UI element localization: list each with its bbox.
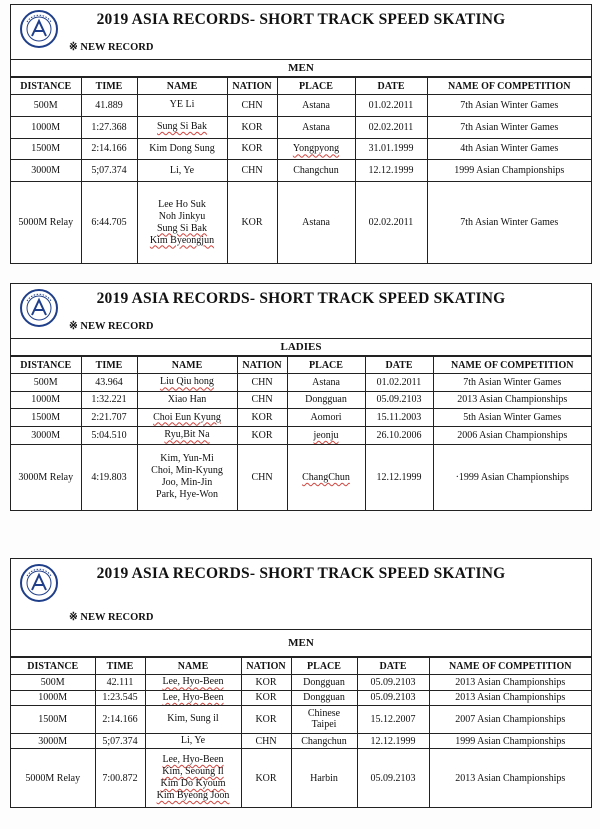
date-cell xyxy=(365,426,433,444)
time-cell xyxy=(81,444,137,510)
nation-cell xyxy=(237,444,287,510)
competition-cell xyxy=(429,706,591,734)
time-cell xyxy=(81,409,137,427)
distance-cell xyxy=(11,182,81,263)
cell-line: Dongguan xyxy=(303,676,345,688)
cell-line: Lee, Hyo-Been xyxy=(162,676,224,688)
column-header-date: DATE xyxy=(365,357,433,374)
competition-cell xyxy=(433,391,591,409)
cell-line: 1:27.368 xyxy=(91,121,127,133)
distance-cell xyxy=(11,733,95,749)
cell-line: Kim, Yun-Mi xyxy=(160,453,214,465)
place-cell xyxy=(277,138,355,160)
nation-cell xyxy=(227,138,277,160)
name-cell xyxy=(137,409,237,427)
nation-cell xyxy=(227,160,277,182)
cell-line: Ryu,Bit Na xyxy=(164,429,210,441)
date-cell xyxy=(357,706,429,734)
competition-cell xyxy=(429,749,591,807)
name-cell xyxy=(145,749,241,807)
nation-cell xyxy=(237,374,287,392)
cell-line: 05.09.2103 xyxy=(370,772,416,784)
cell-line: Noh Jinkyu xyxy=(158,210,206,222)
place-cell xyxy=(287,374,365,392)
section-label: LADIES xyxy=(11,339,591,356)
column-header-nation: NATION xyxy=(227,78,277,95)
place-cell xyxy=(287,409,365,427)
name-cell xyxy=(137,138,227,160)
cell-line: 5:04.510 xyxy=(91,429,127,441)
cell-line: 12.12.1999 xyxy=(368,165,414,177)
column-header-place: PLACE xyxy=(277,78,355,95)
header-row xyxy=(11,78,591,95)
competition-cell xyxy=(429,733,591,749)
table-row xyxy=(11,733,591,749)
records-table xyxy=(11,657,591,807)
cell-line: KOR xyxy=(241,121,263,133)
section-label: MEN xyxy=(11,60,591,77)
nation-cell xyxy=(241,749,291,807)
cell-line: CHN xyxy=(255,735,277,747)
cell-line: 500M xyxy=(33,99,58,111)
place-cell xyxy=(277,95,355,117)
cell-line: CHN xyxy=(251,394,273,406)
time-cell xyxy=(95,690,145,706)
name-cell xyxy=(137,160,227,182)
cell-line: 2013 Asian Championships xyxy=(455,676,566,688)
date-cell xyxy=(365,409,433,427)
name-cell xyxy=(137,444,237,510)
table-row xyxy=(11,426,591,444)
cell-line: Choi Eun Kyung xyxy=(153,411,221,423)
date-cell xyxy=(365,391,433,409)
competition-cell xyxy=(433,409,591,427)
place-cell xyxy=(291,675,357,691)
distance-cell xyxy=(11,426,81,444)
cell-line: Kim, Sung il xyxy=(167,713,219,725)
cell-line: Li, Ye xyxy=(169,164,195,176)
cell-line: KOR xyxy=(251,412,273,424)
new-record-note: ※ NEW RECORD xyxy=(69,612,154,623)
cell-line: KOR xyxy=(255,676,277,688)
cell-line: 15.12.2007 xyxy=(370,713,416,725)
column-header-name: NAME xyxy=(145,658,241,675)
cell-line: 05.09.2103 xyxy=(370,676,416,688)
cell-line: Xiao Han xyxy=(167,393,207,405)
distance-cell xyxy=(11,706,95,734)
column-header-distance: DISTANCE xyxy=(11,78,81,95)
cell-line: 2006 Asian Championships xyxy=(457,429,568,441)
name-cell xyxy=(137,116,227,138)
column-header-competition: NAME OF COMPETITION xyxy=(427,78,591,95)
cell-line: Joo, Min-Jin xyxy=(161,477,213,489)
cell-line: Kim Byeongjun xyxy=(149,234,215,246)
column-header-name: NAME xyxy=(137,78,227,95)
cell-line: Taipei xyxy=(311,719,337,731)
cell-line: 43.964 xyxy=(95,376,123,388)
new-record-note: ※ NEW RECORD xyxy=(69,321,154,332)
date-cell xyxy=(355,138,427,160)
cell-line: Kim Dong Sung xyxy=(149,142,215,154)
date-cell xyxy=(357,690,429,706)
cell-line: 15.11.2003 xyxy=(376,412,422,424)
cell-line: CHN xyxy=(241,99,263,111)
cell-line: Astana xyxy=(312,376,340,388)
competition-cell xyxy=(433,444,591,510)
cell-line: 2007 Asian Championships xyxy=(455,713,566,725)
cell-line: 1000M xyxy=(31,121,61,133)
cell-line: 7th Asian Winter Games xyxy=(460,121,559,133)
cell-line: Choi, Min-Kyung xyxy=(151,465,223,477)
page-title: 2019 ASIA RECORDS- SHORT TRACK SPEED SKATING xyxy=(96,565,506,582)
column-header-nation: NATION xyxy=(237,357,287,374)
column-header-distance: DISTANCE xyxy=(11,357,81,374)
date-cell xyxy=(355,95,427,117)
records-table xyxy=(11,77,591,263)
cell-line: 1000M xyxy=(31,394,61,406)
cell-line: 1999 Asian Championships xyxy=(455,735,566,747)
cell-line: 5000M Relay xyxy=(18,217,74,229)
cell-line: Astana xyxy=(302,99,330,111)
place-cell xyxy=(291,706,357,734)
cell-line: 1500M xyxy=(31,412,61,424)
name-cell xyxy=(145,733,241,749)
name-cell xyxy=(145,675,241,691)
column-header-competition: NAME OF COMPETITION xyxy=(433,357,591,374)
date-cell xyxy=(357,675,429,691)
nation-cell xyxy=(241,733,291,749)
sheet-header xyxy=(11,284,591,339)
cell-line: 41.889 xyxy=(95,99,123,111)
cell-line: KOR xyxy=(255,713,277,725)
sheet-header xyxy=(11,5,591,60)
records-table xyxy=(11,356,591,510)
table-row xyxy=(11,138,591,160)
cell-line: Kim, Seoung Il xyxy=(162,766,224,778)
distance-cell xyxy=(11,138,81,160)
nation-cell xyxy=(227,116,277,138)
table-row xyxy=(11,95,591,117)
cell-line: 1999 Asian Championships xyxy=(454,165,565,177)
cell-line: Kim Do Kyoum xyxy=(160,778,226,790)
cell-line: Sung Si Bak xyxy=(156,121,207,133)
cell-line: 5th Asian Winter Games xyxy=(463,412,562,424)
cell-line: Lee, Hyo-Been xyxy=(162,691,224,703)
competition-cell xyxy=(429,690,591,706)
distance-cell xyxy=(11,116,81,138)
page-title: 2019 ASIA RECORDS- SHORT TRACK SPEED SKATING xyxy=(96,290,506,307)
date-cell xyxy=(355,116,427,138)
cell-line: 7th Asian Winter Games xyxy=(463,376,562,388)
cell-line: ·1999 Asian Championships xyxy=(455,471,569,483)
cell-line: 7:00.872 xyxy=(102,772,138,784)
competition-cell xyxy=(427,160,591,182)
column-header-competition: NAME OF COMPETITION xyxy=(429,658,591,675)
place-cell xyxy=(287,444,365,510)
cell-line: 05.09.2103 xyxy=(376,394,422,406)
place-cell xyxy=(277,116,355,138)
distance-cell xyxy=(11,160,81,182)
column-header-distance: DISTANCE xyxy=(11,658,95,675)
cell-line: 2013 Asian Championships xyxy=(455,772,566,784)
cell-line: 500M xyxy=(33,376,58,388)
cell-line: KOR xyxy=(241,217,263,229)
distance-cell xyxy=(11,95,81,117)
distance-cell xyxy=(11,444,81,510)
cell-line: 2013 Asian Championships xyxy=(455,692,566,704)
distance-cell xyxy=(11,749,95,807)
nation-cell xyxy=(241,675,291,691)
place-cell xyxy=(291,690,357,706)
table-row xyxy=(11,182,591,263)
cell-line: Park, Hye-Won xyxy=(156,489,218,501)
distance-cell xyxy=(11,391,81,409)
name-cell xyxy=(137,426,237,444)
cell-line: Lee Ho Suk xyxy=(158,198,206,210)
table-row xyxy=(11,675,591,691)
page-title: 2019 ASIA RECORDS- SHORT TRACK SPEED SKATING xyxy=(96,11,506,28)
column-header-place: PLACE xyxy=(287,357,365,374)
record-sheet-men-1 xyxy=(10,4,592,264)
time-cell xyxy=(81,116,137,138)
cell-line: KOR xyxy=(241,143,263,155)
cell-line: Changchun xyxy=(301,735,347,747)
cell-line: 05.09.2103 xyxy=(370,692,416,704)
cell-line: 3000M xyxy=(31,429,61,441)
cell-line: jeonju xyxy=(313,429,339,441)
cell-line: CHN xyxy=(251,471,273,483)
table-row xyxy=(11,374,591,392)
time-cell xyxy=(95,733,145,749)
column-header-name: NAME xyxy=(137,357,237,374)
competition-cell xyxy=(427,95,591,117)
nation-cell xyxy=(241,706,291,734)
nation-cell xyxy=(241,690,291,706)
distance-cell xyxy=(11,675,95,691)
table-row xyxy=(11,706,591,734)
name-cell xyxy=(145,706,241,734)
time-cell xyxy=(95,706,145,734)
cell-line: Lee, Hyo-Been xyxy=(162,754,224,766)
cell-line: Li, Ye xyxy=(180,735,206,747)
cell-line: 1000M xyxy=(38,692,68,704)
cell-line: 3000M Relay xyxy=(18,471,74,483)
date-cell xyxy=(365,444,433,510)
cell-line: ChangChun xyxy=(302,471,350,483)
name-cell xyxy=(137,374,237,392)
cell-line: 2:21.707 xyxy=(91,412,127,424)
time-cell xyxy=(81,182,137,263)
cell-line: Sung Si Bak xyxy=(156,222,207,234)
place-cell xyxy=(291,733,357,749)
column-header-nation: NATION xyxy=(241,658,291,675)
column-header-date: DATE xyxy=(355,78,427,95)
cell-line: KOR xyxy=(255,692,277,704)
competition-cell xyxy=(427,182,591,263)
place-cell xyxy=(287,426,365,444)
cell-line: 12.12.1999 xyxy=(370,735,416,747)
time-cell xyxy=(95,749,145,807)
cell-line: 2:14.166 xyxy=(91,143,127,155)
cell-line: 2013 Asian Championships xyxy=(457,394,568,406)
column-header-time: TIME xyxy=(81,78,137,95)
column-header-time: TIME xyxy=(95,658,145,675)
time-cell xyxy=(81,95,137,117)
place-cell xyxy=(277,182,355,263)
cell-line: 01.02.2011 xyxy=(368,99,414,111)
name-cell xyxy=(137,95,227,117)
cell-line: Harbin xyxy=(310,772,338,784)
table-row xyxy=(11,444,591,510)
time-cell xyxy=(81,391,137,409)
distance-cell xyxy=(11,409,81,427)
cell-line: 6:44.705 xyxy=(91,217,127,229)
cell-line: 3000M xyxy=(31,165,61,177)
cell-line: 1:32.221 xyxy=(91,394,127,406)
name-cell xyxy=(137,391,237,409)
time-cell xyxy=(81,426,137,444)
cell-line: 1500M xyxy=(38,713,68,725)
cell-line: 1:23.545 xyxy=(102,692,138,704)
cell-line: 3000M xyxy=(38,735,68,747)
table-row xyxy=(11,690,591,706)
cell-line: Astana xyxy=(302,217,330,229)
competition-cell xyxy=(427,116,591,138)
nation-cell xyxy=(237,426,287,444)
place-cell xyxy=(287,391,365,409)
cell-line: Kim Byeong Joon xyxy=(156,790,230,802)
nation-cell xyxy=(227,95,277,117)
cell-line: 7th Asian Winter Games xyxy=(460,99,559,111)
place-cell xyxy=(277,160,355,182)
cell-line: 5000M Relay xyxy=(25,772,81,784)
cell-line: 5;07.374 xyxy=(91,165,127,177)
cell-line: Aomori xyxy=(310,412,342,424)
cell-line: Changchun xyxy=(293,165,339,177)
cell-line: 2:14.166 xyxy=(102,713,138,725)
table-row xyxy=(11,391,591,409)
cell-line: 12.12.1999 xyxy=(376,471,422,483)
cell-line: 26.10.2006 xyxy=(376,429,422,441)
cell-line: 01.02.2011 xyxy=(376,376,422,388)
name-cell xyxy=(137,182,227,263)
name-cell xyxy=(145,690,241,706)
column-header-place: PLACE xyxy=(291,658,357,675)
table-row xyxy=(11,409,591,427)
nation-cell xyxy=(227,182,277,263)
table-row xyxy=(11,749,591,807)
cell-line: KOR xyxy=(251,429,273,441)
cell-line: 02.02.2011 xyxy=(368,217,414,229)
cell-line: Astana xyxy=(302,121,330,133)
cell-line: CHN xyxy=(251,376,273,388)
record-sheet-men-2 xyxy=(10,558,592,808)
nation-cell xyxy=(237,391,287,409)
cell-line: CHN xyxy=(241,165,263,177)
section-label: MEN xyxy=(11,630,591,657)
cell-line: 02.02.2011 xyxy=(368,121,414,133)
nation-cell xyxy=(237,409,287,427)
time-cell xyxy=(81,160,137,182)
cell-line: Liu Qiu hong xyxy=(160,376,214,388)
competition-cell xyxy=(433,426,591,444)
cell-line: 42.111 xyxy=(106,676,134,688)
cell-line: Dongguan xyxy=(303,692,345,704)
cell-line: KOR xyxy=(255,772,277,784)
time-cell xyxy=(95,675,145,691)
date-cell xyxy=(355,182,427,263)
record-sheet-ladies xyxy=(10,283,592,511)
column-header-time: TIME xyxy=(81,357,137,374)
date-cell xyxy=(357,733,429,749)
cell-line: 5;07.374 xyxy=(102,735,138,747)
competition-cell xyxy=(427,138,591,160)
time-cell xyxy=(81,374,137,392)
cell-line: 4:19.803 xyxy=(91,471,127,483)
sheet-header xyxy=(11,559,591,630)
table-row xyxy=(11,160,591,182)
column-header-date: DATE xyxy=(357,658,429,675)
cell-line: 500M xyxy=(40,676,65,688)
cell-line: 4th Asian Winter Games xyxy=(460,143,559,155)
time-cell xyxy=(81,138,137,160)
competition-cell xyxy=(429,675,591,691)
cell-line: YE Li xyxy=(169,99,195,111)
competition-cell xyxy=(433,374,591,392)
place-cell xyxy=(291,749,357,807)
cell-line: 7th Asian Winter Games xyxy=(460,217,559,229)
cell-line: 1500M xyxy=(31,143,61,155)
header-row xyxy=(11,357,591,374)
new-record-note: ※ NEW RECORD xyxy=(69,42,154,53)
cell-line: Dongguan xyxy=(305,394,347,406)
header-row xyxy=(11,658,591,675)
distance-cell xyxy=(11,374,81,392)
date-cell xyxy=(355,160,427,182)
date-cell xyxy=(365,374,433,392)
cell-line: Yongpyong xyxy=(292,143,340,155)
distance-cell xyxy=(11,690,95,706)
cell-line: 31.01.1999 xyxy=(368,143,414,155)
cell-line: Chinese xyxy=(307,708,341,720)
table-row xyxy=(11,116,591,138)
date-cell xyxy=(357,749,429,807)
